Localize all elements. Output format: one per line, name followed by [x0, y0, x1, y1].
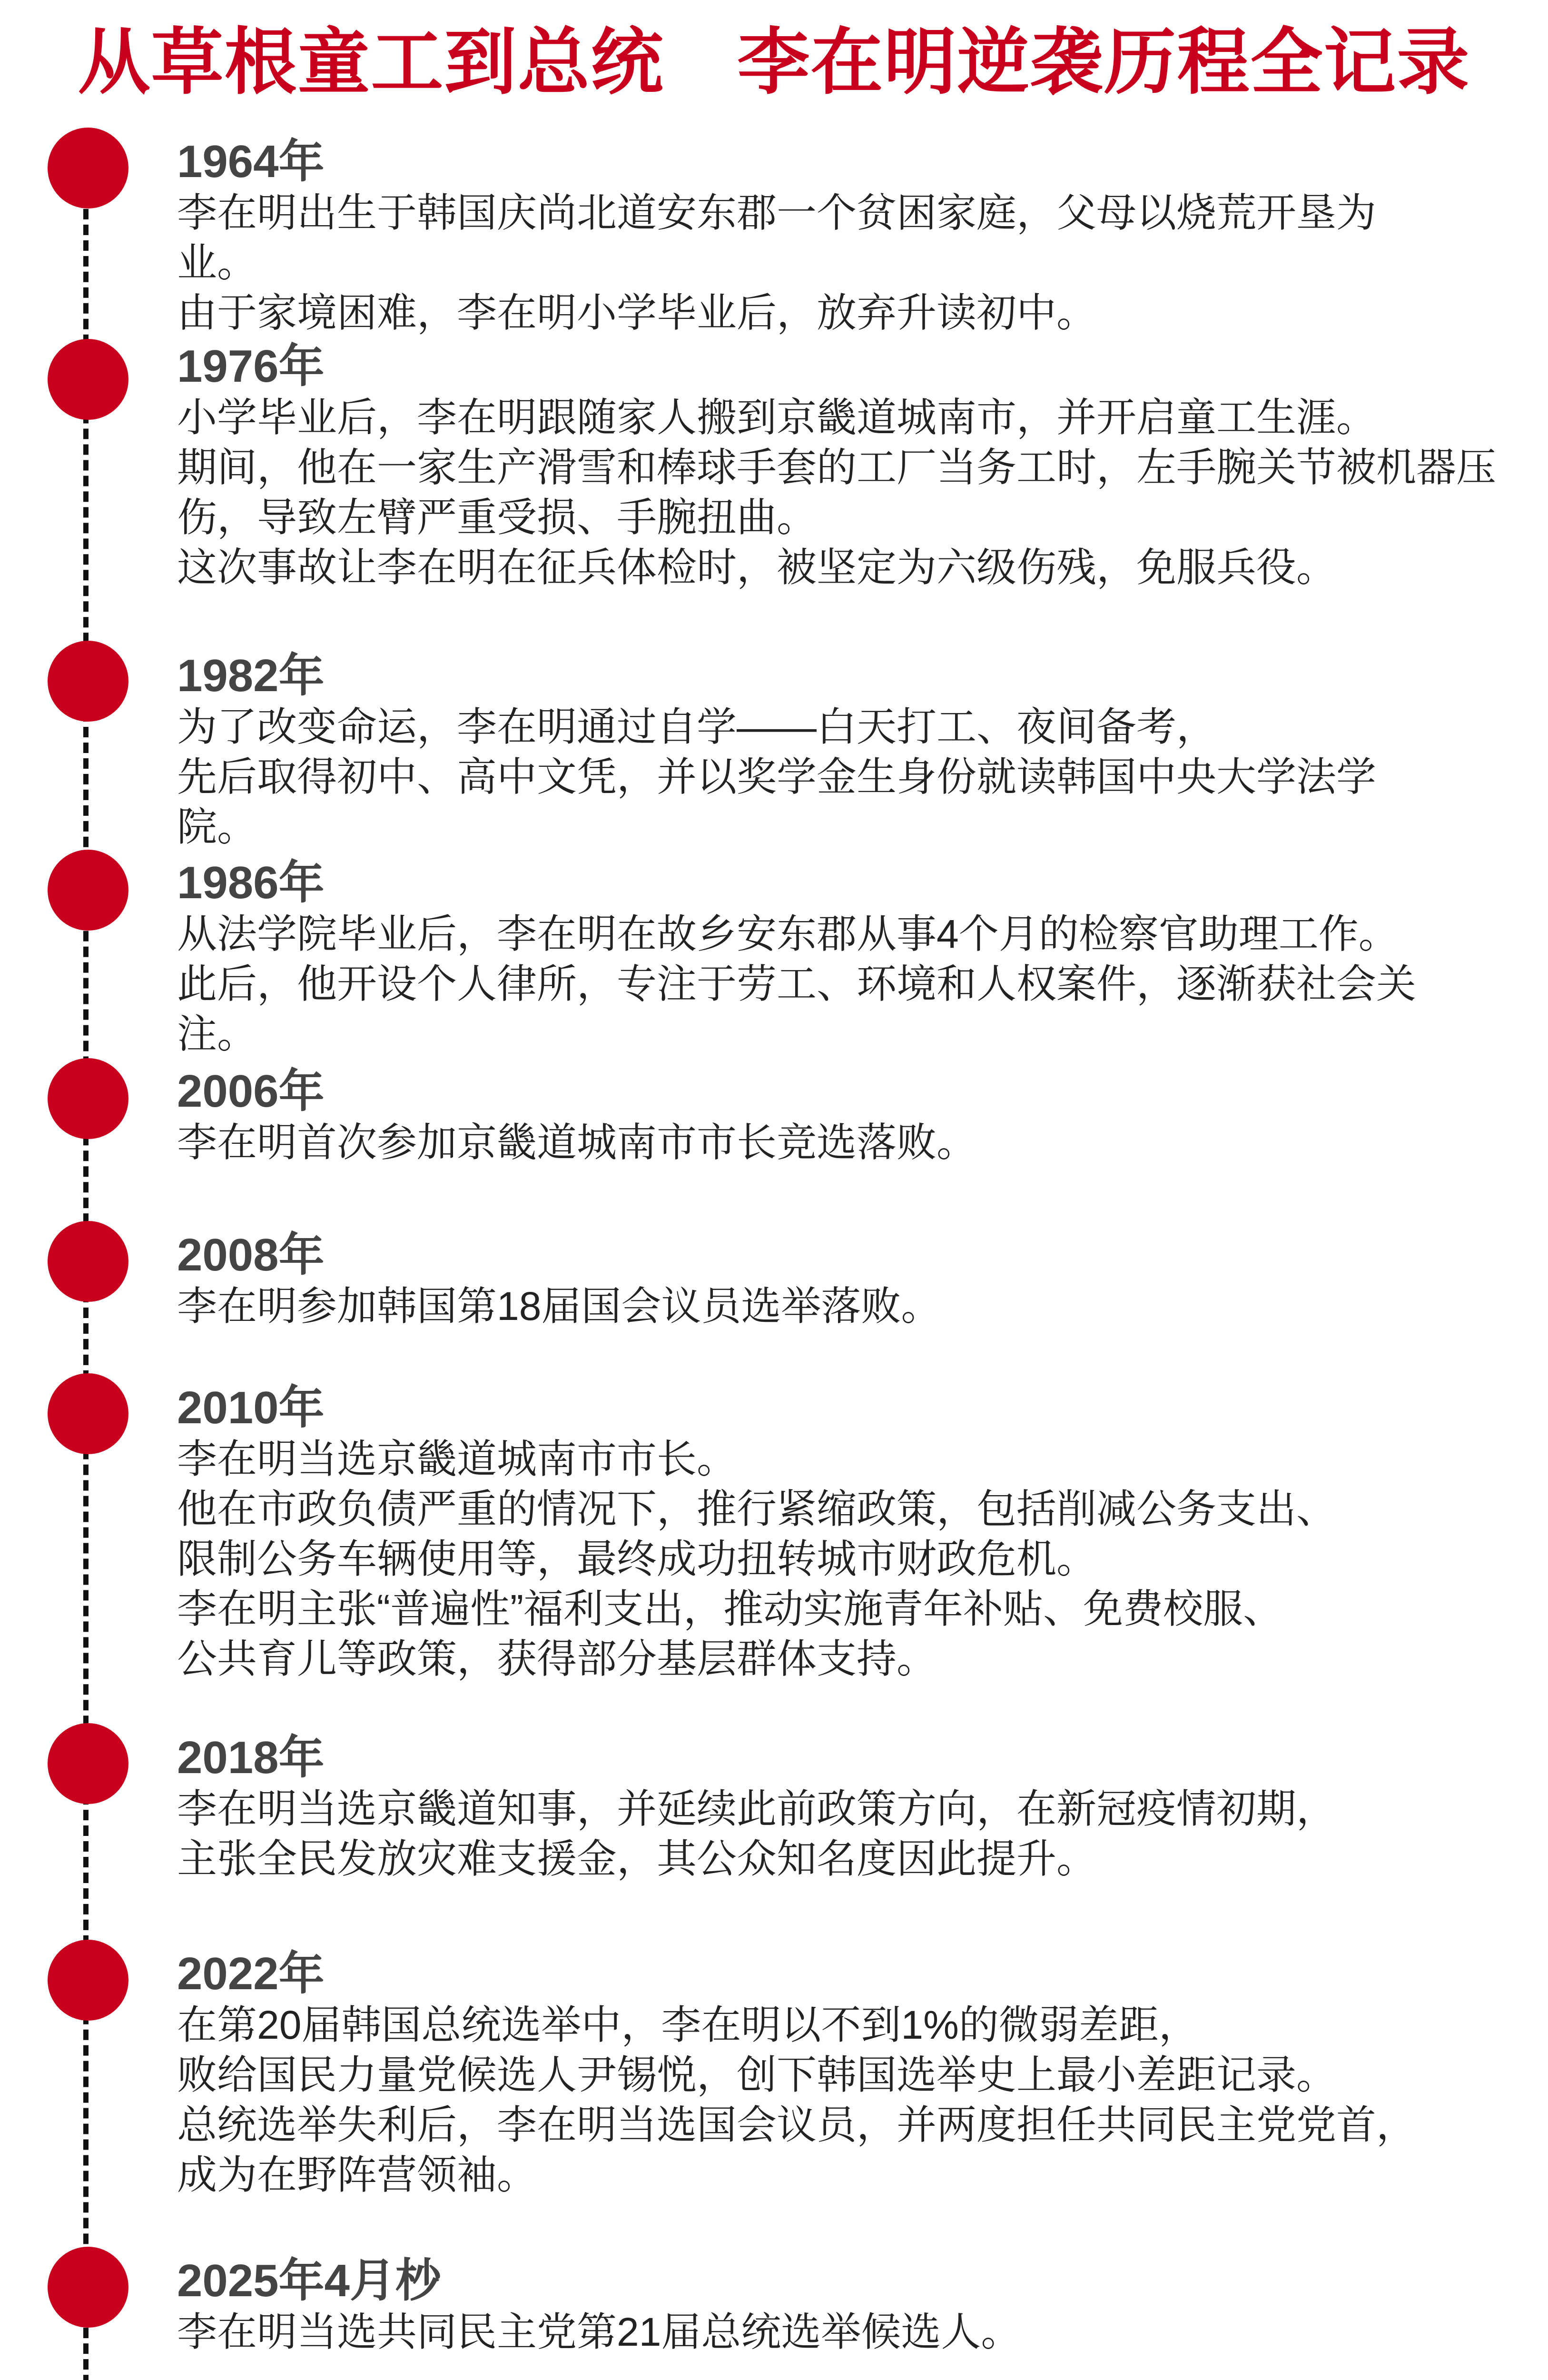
timeline-text-line: 李在明当选共同民主党第21届总统选举候选人。 — [177, 2310, 1021, 2354]
timeline-entry — [177, 2255, 1538, 2357]
timeline-entry — [177, 650, 1538, 852]
timeline-text-line: 李在明首次参加京畿道城南市市长竞选落败。 — [177, 1120, 977, 1165]
timeline-text-line: 先后取得初中、高中文凭，并以奖学金生身份就读韩国中央大学法学 — [177, 754, 1377, 799]
timeline-text-line: 李在明当选京畿道知事，并延续此前政策方向，在新冠疫情初期， — [177, 1786, 1337, 1831]
timeline-year: 1964年 — [177, 136, 325, 187]
timeline-text-line: 主张全民发放灾难支援金，其公众知名度因此提升。 — [177, 1836, 1097, 1881]
timeline-dot — [48, 1940, 128, 2021]
timeline-text-line: 从法学院毕业后，李在明在故乡安东郡从事4个月的检察官助理工作。 — [177, 912, 1399, 956]
timeline-text-line: 由于家境困难，李在明小学毕业后，放弃升读初中。 — [177, 290, 1097, 335]
timeline-dot — [48, 850, 128, 931]
timeline-text-line: 此后，他开设个人律所，专注于劳工、环境和人权案件，逐渐获社会关 — [177, 962, 1417, 1006]
timeline-text-line: 李在明出生于韩国庆尚北道安东郡一个贫困家庭，父母以烧荒开垦为 — [177, 190, 1377, 235]
timeline-text-line: 院。 — [177, 804, 257, 849]
timeline-text-line: 他在市政负债严重的情况下，推行紧缩政策，包括削减公务支出、 — [177, 1487, 1337, 1531]
timeline-year: 2008年 — [177, 1230, 325, 1280]
timeline-text-line: 业。 — [177, 240, 257, 285]
timeline-dot — [48, 1373, 128, 1454]
timeline-entry — [177, 1732, 1538, 1884]
timeline-year: 1986年 — [177, 857, 325, 908]
timeline-text-line: 公共育儿等政策，获得部分基层群体支持。 — [177, 1636, 937, 1681]
timeline-dot — [48, 128, 128, 208]
timeline-text-line: 李在明当选京畿道城南市市长。 — [177, 1437, 737, 1481]
timeline-entry — [177, 340, 1538, 593]
timeline-text-line: 限制公务车辆使用等，最终成功扭转城市财政危机。 — [177, 1537, 1097, 1581]
timeline-text-line: 注。 — [177, 1012, 257, 1056]
timeline-dot — [48, 1221, 128, 1302]
timeline-entry — [177, 136, 1538, 338]
timeline-text-line: 小学毕业后，李在明跟随家人搬到京畿道城南市，并开启童工生涯。 — [177, 395, 1377, 440]
timeline-text-line: 败给国民力量党候选人尹锡悦，创下韩国选举史上最小差距记录。 — [177, 2053, 1337, 2097]
timeline-entry — [177, 1382, 1538, 1684]
timeline-year: 1982年 — [177, 650, 325, 701]
timeline-entry — [177, 1229, 1538, 1331]
timeline-text-line: 李在明主张“普遍性”福利支出，推动实施青年补贴、免费校服、 — [177, 1587, 1283, 1631]
timeline-year: 2025年4月杪 — [177, 2255, 441, 2306]
timeline-text-line: 李在明参加韩国第18届国会议员选举落败。 — [177, 1284, 941, 1329]
timeline-dot — [48, 1723, 128, 1804]
timeline-text-line: 伤，导致左臂严重受损、手腕扭曲。 — [177, 495, 817, 540]
timeline-dot — [48, 1058, 128, 1139]
timeline-year: 2018年 — [177, 1732, 325, 1783]
timeline-entry — [177, 1948, 1538, 2200]
timeline-dot — [48, 2247, 128, 2328]
timeline-text-line: 在第20届韩国总统选举中，李在明以不到1%的微弱差距， — [177, 2003, 1199, 2047]
timeline-entry — [177, 857, 1538, 1059]
timeline-text-line: 这次事故让李在明在征兵体检时，被坚定为六级伤残，免服兵役。 — [177, 545, 1337, 590]
timeline-text-line: 总统选举失利后，李在明当选国会议员，并两度担任共同民主党党首， — [177, 2102, 1417, 2147]
timeline-year: 2006年 — [177, 1066, 325, 1117]
timeline-dot — [48, 641, 128, 722]
timeline-year: 1976年 — [177, 341, 325, 392]
timeline-year: 2022年 — [177, 1948, 325, 1999]
timeline-text-line: 为了改变命运，李在明通过自学——白天打工、夜间备考， — [177, 704, 1217, 749]
page-title: 从草根童工到总统 李在明逆袭历程全记录 — [78, 22, 1470, 103]
timeline-text-line: 期间，他在一家生产滑雪和棒球手套的工厂当务工时，左手腕关节被机器压 — [177, 445, 1497, 490]
timeline-dot — [48, 339, 128, 420]
timeline-year: 2010年 — [177, 1382, 325, 1433]
timeline-text-line: 成为在野阵营领袖。 — [177, 2152, 537, 2197]
timeline-entry — [177, 1065, 1538, 1168]
